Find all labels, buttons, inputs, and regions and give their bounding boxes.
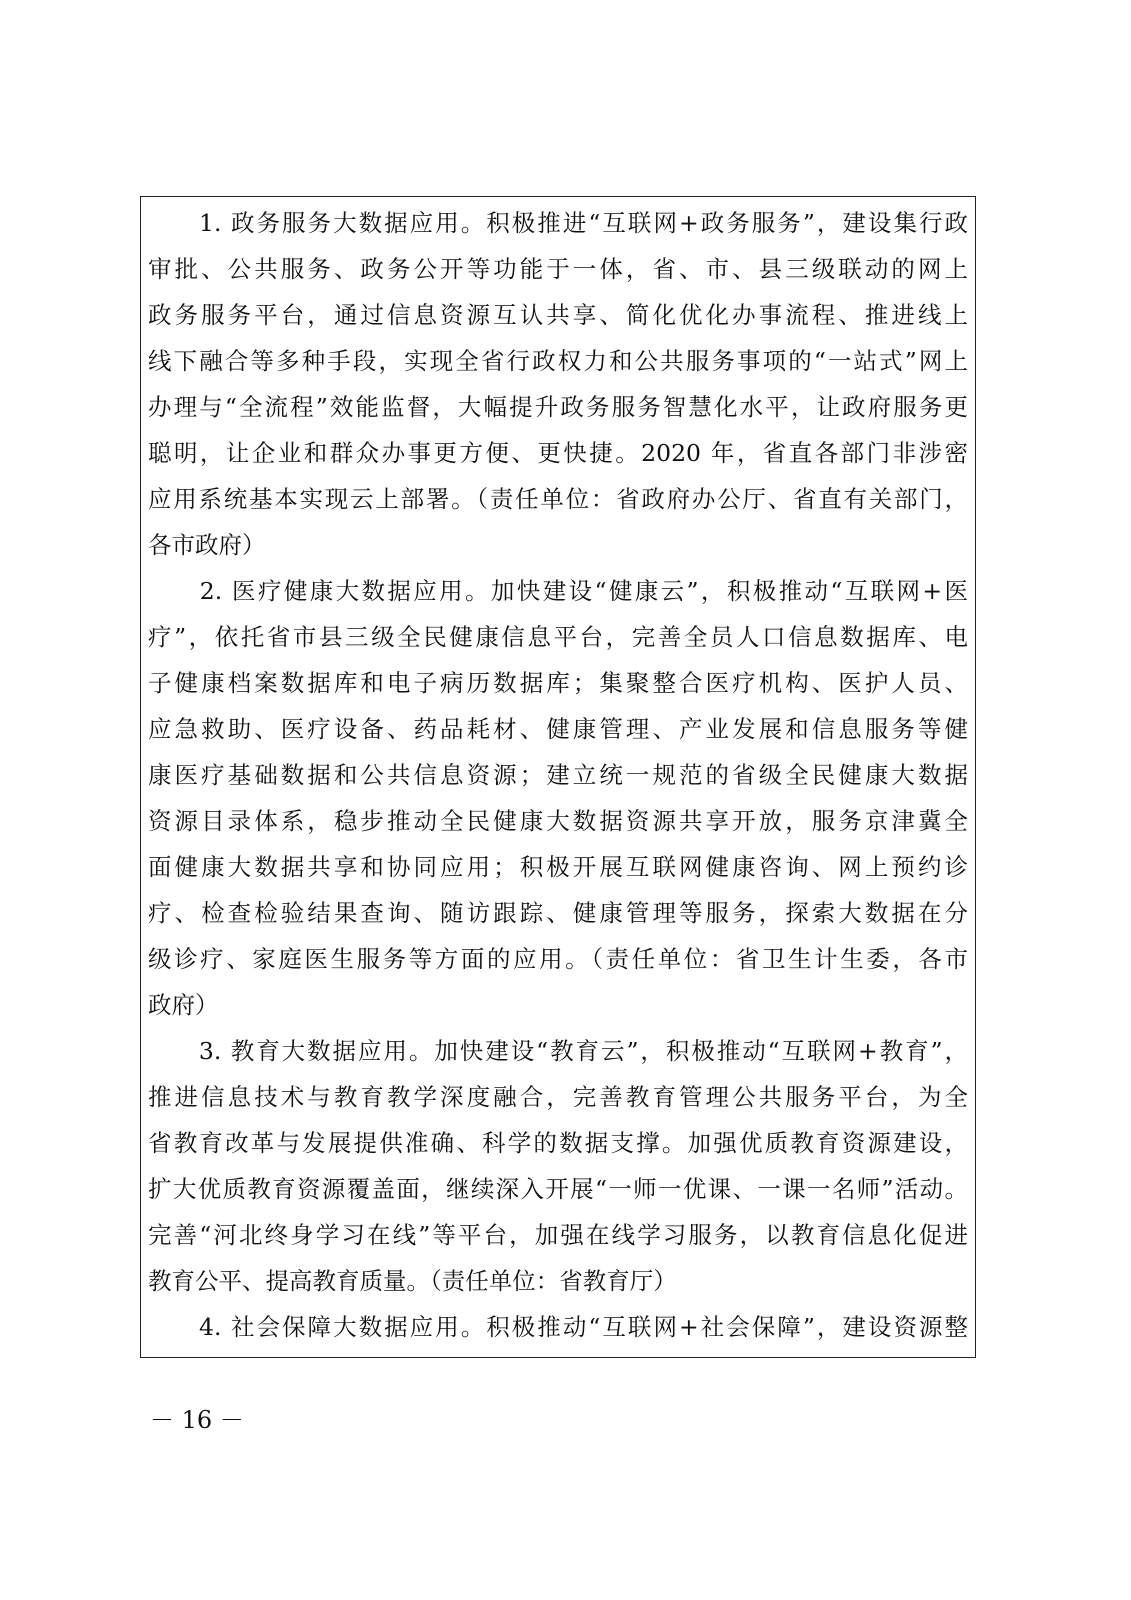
page-number: － 16 － [150, 1406, 244, 1434]
text-line: 2. 医疗健康大数据应用。加快建设“健康云”，积极推动“互联网+医 [148, 577, 968, 605]
text-line: 级诊疗、家庭医生服务等方面的应用。（责任单位：省卫生计生委，各市 [148, 945, 968, 973]
text-line: 审批、公共服务、政务公开等功能于一体，省、市、县三级联动的网上 [148, 255, 968, 283]
text-line: 线下融合等多种手段，实现全省行政权力和公共服务事项的“一站式”网上 [148, 347, 968, 375]
text-line: 应用系统基本实现云上部署。（责任单位：省政府办公厅、省直有关部门， [148, 485, 968, 513]
text-line: 疗”，依托省市县三级全民健康信息平台，完善全员人口信息数据库、电 [148, 623, 968, 651]
text-line: 资源目录体系，稳步推动全民健康大数据资源共享开放，服务京津冀全 [148, 807, 968, 835]
text-line: 各市政府） [148, 531, 266, 559]
text-line: 聪明，让企业和群众办事更方便、更快捷。2020 年，省直各部门非涉密 [148, 439, 968, 467]
text-line: 省教育改革与发展提供准确、科学的数据支撑。加强优质教育资源建设， [148, 1129, 968, 1157]
text-line: 推进信息技术与教育教学深度融合，完善教育管理公共服务平台，为全 [148, 1083, 968, 1111]
text-line: 4. 社会保障大数据应用。积极推动“互联网+社会保障”，建设资源整 [148, 1313, 968, 1341]
text-line: 应急救助、医疗设备、药品耗材、健康管理、产业发展和信息服务等健 [148, 715, 968, 743]
text-line: 子健康档案数据库和电子病历数据库；集聚整合医疗机构、医护人员、 [148, 669, 968, 697]
text-line: 扩大优质教育资源覆盖面，继续深入开展“一师一优课、一课一名师”活动。 [148, 1175, 968, 1203]
text-line: 1. 政务服务大数据应用。积极推进“互联网+政务服务”，建设集行政 [148, 209, 968, 237]
text-line: 康医疗基础数据和公共信息资源；建立统一规范的省级全民健康大数据 [148, 761, 968, 789]
text-line: 3. 教育大数据应用。加快建设“教育云”，积极推动“互联网+教育”， [148, 1037, 968, 1065]
text-line: 疗、检查检验结果查询、随访跟踪、健康管理等服务，探索大数据在分 [148, 899, 968, 927]
text-line: 办理与“全流程”效能监督，大幅提升政务服务智慧化水平，让政府服务更 [148, 393, 968, 421]
text-line: 面健康大数据共享和协同应用；积极开展互联网健康咨询、网上预约诊 [148, 853, 968, 881]
text-line: 完善“河北终身学习在线”等平台，加强在线学习服务，以教育信息化促进 [148, 1221, 968, 1249]
text-line: 教育公平、提高教育质量。（责任单位：省教育厅） [148, 1267, 677, 1295]
text-line: 政府） [148, 991, 219, 1019]
text-line: 政务服务平台，通过信息资源互认共享、简化优化办事流程、推进线上 [148, 301, 968, 329]
document-text-box [140, 196, 976, 1358]
